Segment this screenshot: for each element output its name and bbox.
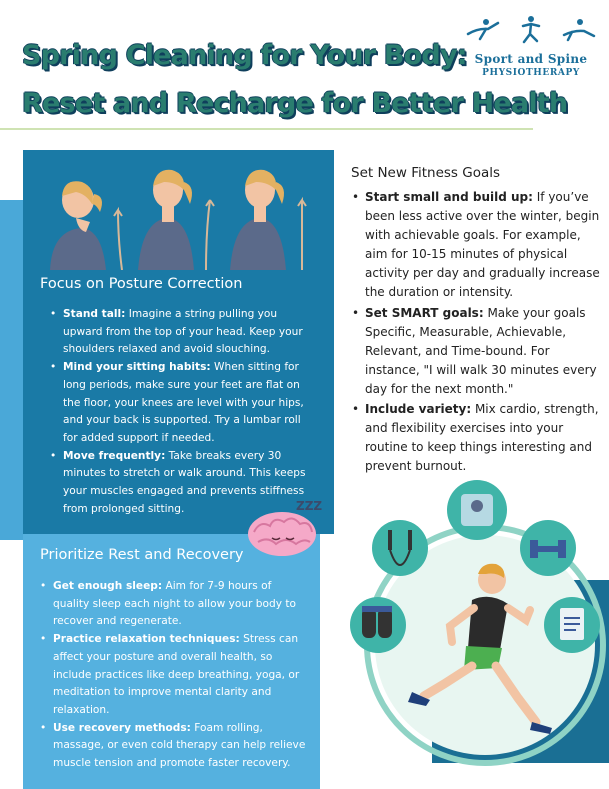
sport-and-spine-logo [460,14,602,78]
upright-woman-icon [138,170,214,270]
scale-icon [447,480,507,540]
page-title-line2: Reset and Recharge for Better Health [22,88,568,119]
item-lead: Mind your sitting habits: [63,361,211,374]
item-text: Imagine a string pulling you upward from the top of your head. Keep your shoulders relaxed and avoid slouching. [63,308,303,356]
list-item [40,720,308,773]
list-item [352,400,602,476]
zzz-text: ZZZ [296,499,323,513]
posture-list [50,306,312,518]
logo-figures-icon [460,14,602,50]
posture-heading: Focus on Posture Correction [40,276,243,292]
logo-name: Sport and Spine [474,52,588,66]
sleeping-brain-icon [240,488,330,560]
list-item [40,631,308,720]
item-text: When sitting for long periods, make sure your feet are flat on the floor, your knees are level with your hips, and your back is supported. Try a lumbar roll for added support if needed. [63,361,304,444]
item-lead: Start small and build up: [365,190,533,204]
item-text: If you’ve been less active over the winter, begin with achievable goals. For example, aim for 10-15 minutes of physical activity per day and gradually increase the duration or intensity. [365,190,600,300]
item-lead: Set SMART goals: [365,305,484,320]
dumbbell-icon [520,520,576,576]
item-text: Stress can affect your posture and overall health, so include practices like deep breathing, yoga, or meditation to improve mental clarity and relaxation. [53,633,300,716]
list-item [50,359,312,448]
correct-posture-woman-icon [230,170,306,270]
runner-illustration [340,470,609,789]
item-text: Mix cardio, strength, and flexibility exercises into your routine to keep things interesting and prevent burnout. [365,402,599,474]
boxing-gloves-icon [350,597,406,653]
item-lead: Move frequently: [63,449,166,462]
item-lead: Get enough sleep: [53,580,163,592]
slouched-woman-icon [50,181,122,270]
list-item [40,578,308,631]
list-item [352,304,602,399]
logo-subtitle: PHYSIOTHERAPY [482,68,580,78]
title-divider [0,128,533,130]
item-text: Make your goals Specific, Measurable, Achievable, Relevant, and Time-bound. For instance, "I will walk 30 minutes every day for the next month." [365,305,597,396]
jump-rope-icon [372,520,428,576]
item-lead: Practice relaxation techniques: [53,633,240,646]
item-lead: Include variety: [365,402,472,417]
fitness-heading: Set New Fitness Goals [351,165,501,181]
clipboard-icon [544,597,600,653]
page-title-line1: Spring Cleaning for Your Body: [22,40,467,71]
rest-list [40,578,308,773]
list-item [352,188,602,303]
fitness-list [352,188,602,477]
rest-heading: Prioritize Rest and Recovery [40,547,244,563]
list-item [50,306,312,359]
item-lead: Stand tall: [63,308,126,320]
posture-illustration [40,160,310,270]
item-text: Take breaks every 30 minutes to stretch or walk around. This keeps your muscles engaged and prevents stiffness from prolonged sitting. [63,449,306,515]
item-lead: Use recovery methods: [53,721,191,734]
item-text: Foam rolling, massage, or even cold therapy can help relieve muscle tension and promote faster recovery. [53,721,306,770]
item-text: Aim for 7-9 hours of quality sleep each night to allow your body to recover and regenerate. [53,580,297,628]
